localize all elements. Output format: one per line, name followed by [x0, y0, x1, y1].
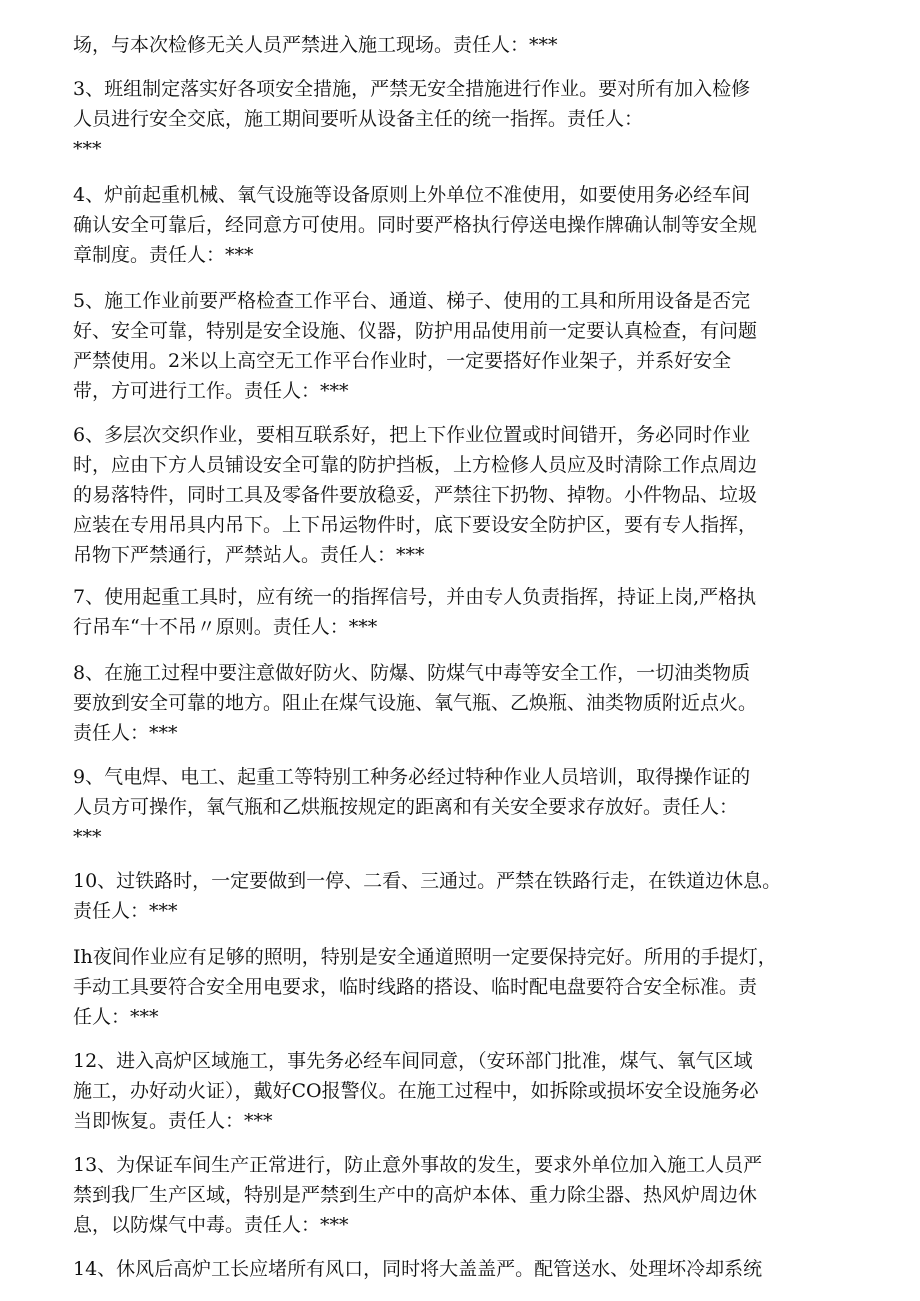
paragraph-item-8 [73, 658, 757, 748]
text-line: 确认安全可靠后，经同意方可使用。同时要严格执行停送电操作牌确认制等安全规 [73, 214, 758, 236]
text-line: 7、使用起重工具时，应有统一的指挥信号，并由专人负责指挥，持证上岗,严格执 [73, 586, 757, 608]
paragraph-item-12 [73, 1046, 759, 1136]
text-line: 禁到我厂生产区域，特别是严禁到生产中的高炉本体、重力除尘器、热风炉周边休 [73, 1184, 758, 1206]
text-line: 好、安全可靠，特别是安全设施、仪器，防护用品使用前一定要认真检查，有问题 [73, 320, 758, 342]
text-line: 4、炉前起重机械、氧气设施等设备原则上外单位不准使用，如要使用务必经车间 [73, 184, 751, 206]
paragraph-item-9 [73, 762, 750, 852]
text-line: 当即恢复。责任人：*** [73, 1110, 273, 1132]
text-line: 任人：*** [73, 1006, 159, 1028]
text-line: 责任人：*** [73, 722, 178, 744]
text-line: 8、在施工过程中要注意做好防火、防爆、防煤气中毒等安全工作，一切油类物质 [73, 662, 751, 684]
paragraph-item-13 [73, 1150, 762, 1240]
text-line: 严禁使用。2米以上高空无工作平台作业时，一定要搭好作业架子，并系好安全 [73, 350, 732, 372]
paragraph-item-10 [73, 866, 781, 926]
paragraph-item-3 [73, 74, 750, 164]
text-line: 章制度。责任人：*** [73, 244, 254, 266]
text-line: 场，与本次检修无关人员严禁进入施工现场。责任人：*** [73, 34, 558, 56]
paragraph-continuation [73, 30, 558, 60]
text-line: 施工，办好动火证），戴好CO报警仪。在施工过程中，如拆除或损坏安全设施务必 [73, 1080, 759, 1102]
text-line: 吊物下严禁通行，严禁站人。责任人：*** [73, 544, 425, 566]
text-line: 带，方可进行工作。责任人：*** [73, 380, 349, 402]
paragraph-item-5 [73, 286, 757, 406]
text-line: 息，以防煤气中毒。责任人：*** [73, 1214, 349, 1236]
text-line: 12、进入高炉区域施工，事先务必经车间同意，（安环部门批准，煤气、氧气区域 [73, 1050, 753, 1072]
paragraph-item-11 [73, 942, 777, 1032]
text-line: *** [73, 138, 102, 160]
text-line: *** [73, 826, 102, 848]
text-line: 的易落特件，同时工具及零备件要放稳妥，严禁往下扔物、掉物。小件物品、垃圾 [73, 484, 758, 506]
text-line: 6、多层次交织作业，要相互联系好，把上下作业位置或时间错开，务必同时作业 [73, 424, 751, 446]
text-line: 行吊车“十不吊〃原则。责任人：*** [73, 616, 378, 638]
text-line: 人员进行安全交底，施工期间要听从设备主任的统一指挥。责任人： [73, 108, 644, 130]
text-line: 10、过铁路时，一定要做到一停、二看、三通过。严禁在铁路行走，在铁道边休息。 [73, 870, 782, 892]
text-line: 14、休风后高炉工长应堵所有风口，同时将大盖盖严。配管送水、处理坏冷却系统 [73, 1258, 763, 1280]
text-line: 3、班组制定落实好各项安全措施，严禁无安全措施进行作业。要对所有加入检修 [73, 78, 751, 100]
paragraph-item-7 [73, 582, 756, 642]
paragraph-item-4 [73, 180, 757, 270]
text-line: 手动工具要符合安全用电要求，临时线路的搭设、临时配电盘要符合安全标准。责 [73, 976, 758, 998]
paragraph-item-14 [73, 1254, 762, 1284]
text-line: 人员方可操作，氧气瓶和乙烘瓶按规定的距离和有关安全要求存放好。责任人： [73, 796, 739, 818]
text-line: 9、气电焊、电工、起重工等特别工种务必经过特种作业人员培训，取得操作证的 [73, 766, 751, 788]
text-line: 应装在专用吊具内吊下。上下吊运物件时，底下要设安全防护区，要有专人指挥， [73, 514, 758, 536]
text-line: 要放到安全可靠的地方。阻止在煤气设施、氧气瓶、乙焕瓶、油类物质附近点火。 [73, 692, 758, 714]
text-line: 5、施工作业前要严格检查工作平台、通道、梯子、使用的工具和所用设备是否完 [73, 290, 751, 312]
text-line: 时，应由下方人员铺设安全可靠的防护挡板，上方检修人员应及时清除工作点周边 [73, 454, 758, 476]
text-line: 责任人：*** [73, 900, 178, 922]
text-line: 13、为保证车间生产正常进行，防止意外事故的发生，要求外单位加入施工人员严 [73, 1154, 763, 1176]
paragraph-item-6 [73, 420, 757, 570]
text-line: Ih夜间作业应有足够的照明，特别是安全通道照明一定要保持完好。所用的手提灯， [73, 946, 777, 968]
